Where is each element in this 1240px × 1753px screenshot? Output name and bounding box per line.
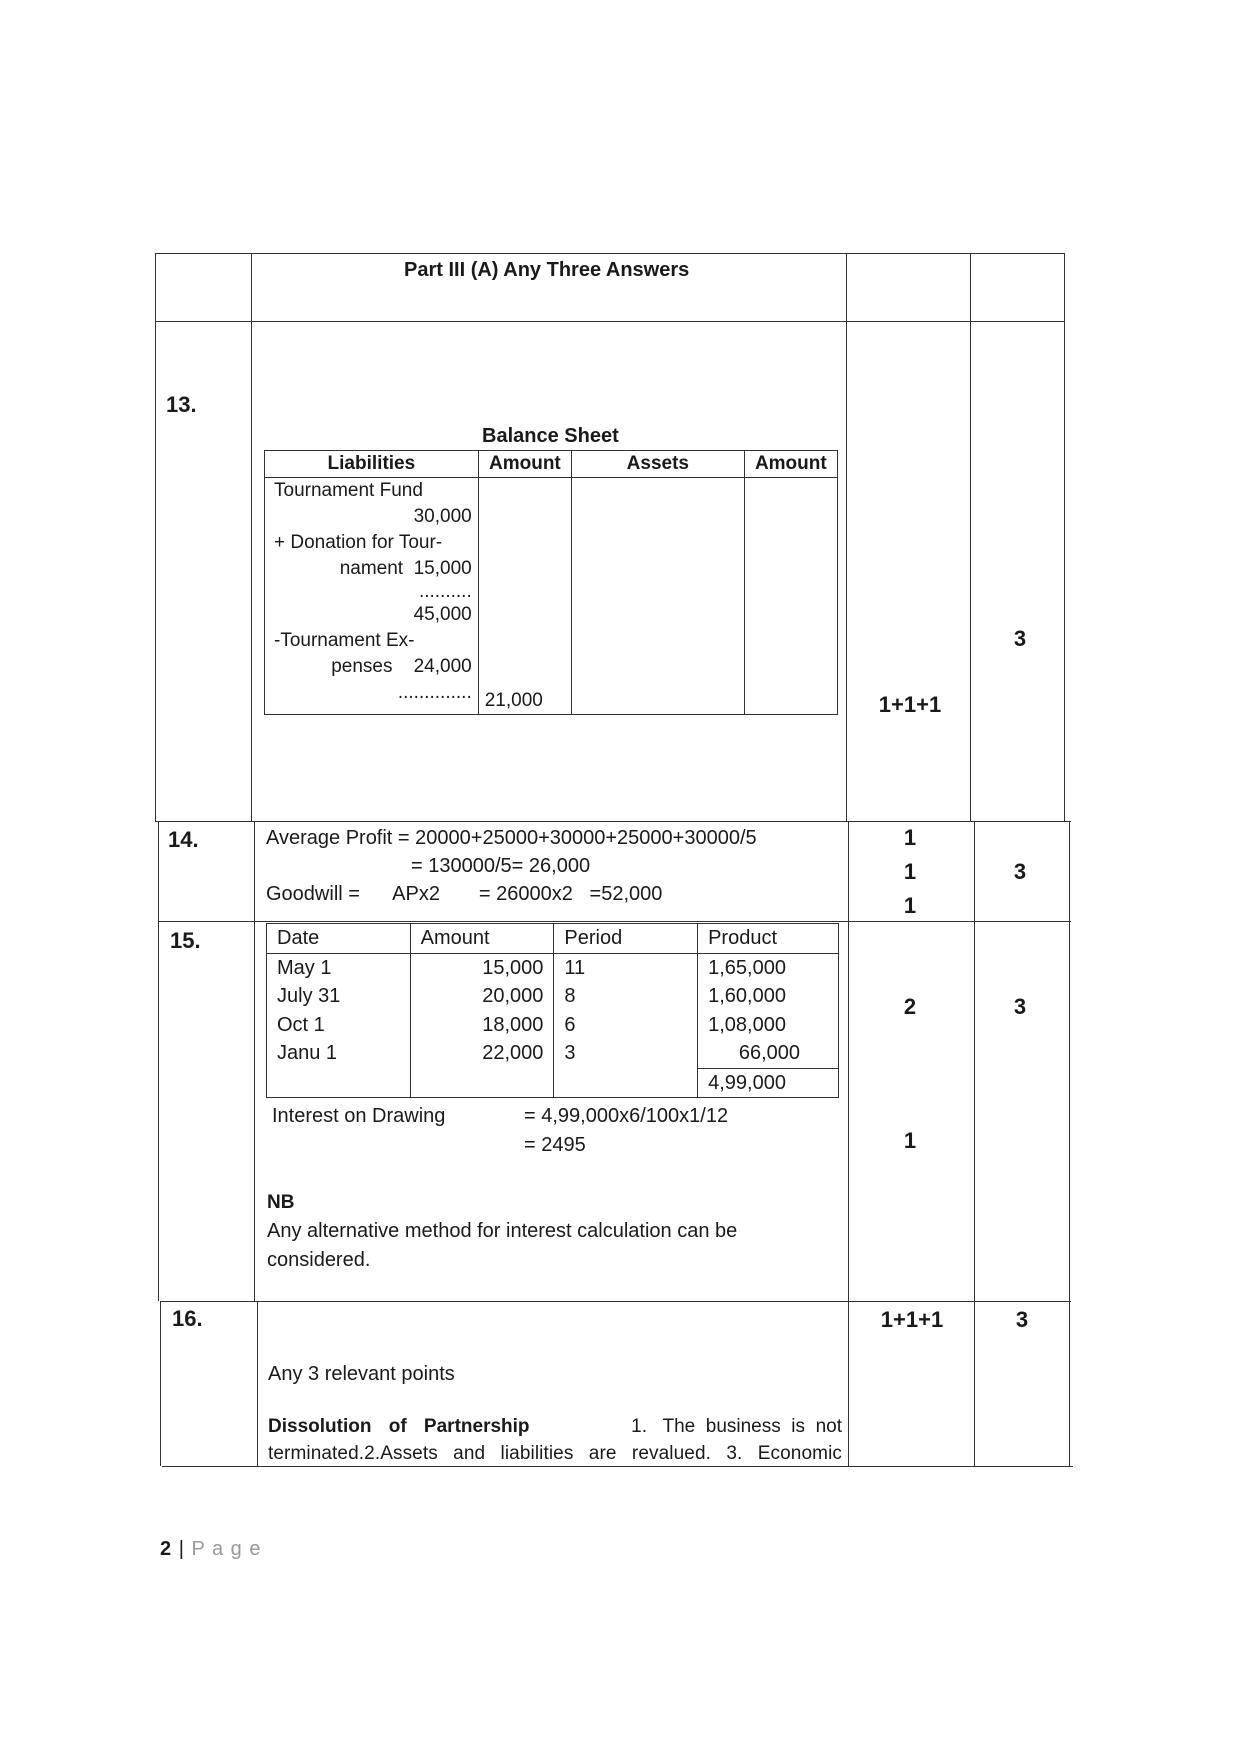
interest-product-table (266, 923, 839, 1098)
grid-col-divider (257, 1301, 258, 1466)
column-header: Period (554, 924, 698, 954)
column-header: Amount (410, 924, 554, 954)
liability-line: 45,000 (413, 604, 472, 625)
product-cell: 66,000 (698, 1039, 839, 1068)
total-marks: 3 (1013, 859, 1027, 884)
question-number: 16. (172, 1306, 203, 1331)
nb-label: NB (267, 1192, 295, 1213)
total-marks: 3 (1015, 1307, 1029, 1332)
grid-col-divider (160, 1301, 161, 1466)
question-number: 15. (170, 928, 201, 953)
interest-label: Interest on Drawing (272, 1105, 446, 1127)
mark: 1 (903, 859, 917, 884)
amount-cell: 18,000 (410, 1011, 554, 1040)
liability-line: .......... (418, 581, 472, 602)
interest-result: = 2495 (524, 1134, 586, 1156)
grid-row-divider (155, 821, 1071, 822)
column-header: Product (698, 924, 839, 954)
page-footer (160, 1537, 261, 1561)
product-cell: 1,08,000 (698, 1011, 839, 1040)
period-cell: 6 (554, 1011, 698, 1040)
product-cell: 1,60,000 (698, 982, 839, 1011)
liability-line: penses 24,000 (331, 656, 472, 677)
grid-col-divider (158, 821, 159, 1301)
amount-cell: 15,000 (410, 953, 554, 982)
amount-cell: 20,000 (410, 982, 554, 1011)
grid-col-divider (848, 821, 849, 1466)
amount-cell: 22,000 (410, 1039, 554, 1068)
date-cell: July 31 (267, 982, 411, 1011)
mark: 1 (903, 893, 917, 918)
nb-text: considered. (267, 1249, 371, 1271)
marks-split: 1+1+1 (880, 1307, 944, 1332)
period-cell: 3 (554, 1039, 698, 1068)
grid-row-divider (158, 921, 1071, 922)
question-number: 14. (168, 827, 199, 852)
amount-value: 21,000 (484, 690, 543, 711)
table-row (267, 953, 839, 982)
question-number: 13. (166, 392, 197, 417)
date-cell: Oct 1 (267, 1011, 411, 1040)
mark: 2 (903, 994, 917, 1019)
product-cell: 1,65,000 (698, 953, 839, 982)
page-label: P a g e (191, 1538, 262, 1560)
column-header: Liabilities (265, 451, 479, 478)
balance-sheet-table (264, 450, 838, 715)
grid-col-divider (974, 821, 975, 1466)
period-cell: 8 (554, 982, 698, 1011)
page-number: 2 (160, 1538, 172, 1560)
table-title: Balance Sheet (482, 425, 619, 447)
grid-row-divider (160, 1301, 1071, 1302)
interest-formula: = 4,99,000x6/100x1/12 (524, 1105, 729, 1127)
answer-text: 1. The business is not (631, 1416, 842, 1437)
answer-line: = 130000/5= 26,000 (411, 855, 591, 877)
column-header: Amount (744, 451, 837, 478)
mark: 1 (903, 825, 917, 850)
liability-line: -Tournament Ex- (274, 630, 415, 651)
total-marks: 3 (1013, 626, 1027, 651)
grid-col-divider (970, 253, 971, 821)
grid-col-divider (846, 253, 847, 821)
answer-line: terminated.2.Assets and liabilities are revalued. 3. Economic (268, 1443, 842, 1464)
liability-line: 30,000 (413, 506, 472, 527)
answer-intro: Any 3 relevant points (268, 1363, 455, 1385)
grid-col-divider (1069, 821, 1070, 1466)
total-marks: 3 (1013, 994, 1027, 1019)
liability-line: .............. (397, 682, 472, 703)
grid-top-border (155, 253, 1065, 254)
table-row (267, 1039, 839, 1068)
answer-line: Goodwill = APx2 = 26000x2 =52,000 (266, 883, 663, 905)
grid-col-divider (155, 253, 156, 821)
grid-col-divider (1064, 253, 1065, 821)
section-title: Part III (A) Any Three Answers (404, 259, 690, 281)
product-total: 4,99,000 (698, 1068, 839, 1098)
page-separator: | (178, 1538, 184, 1560)
date-cell: May 1 (267, 953, 411, 982)
grid-row-divider (155, 321, 1065, 322)
liability-line: Tournament Fund (274, 480, 423, 501)
marks-split: 1+1+1 (878, 692, 942, 717)
nb-text: Any alternative method for interest calculation can be (267, 1220, 738, 1242)
assets-cell (572, 478, 745, 715)
answer-line (268, 1414, 842, 1440)
amount-cell (744, 478, 837, 715)
grid-col-divider (254, 821, 255, 1301)
answer-heading: Dissolution of Partnership (268, 1416, 530, 1437)
column-header: Amount (478, 451, 571, 478)
table-row (267, 1011, 839, 1040)
date-cell: Janu 1 (267, 1039, 411, 1068)
period-cell: 11 (554, 953, 698, 982)
table-row (267, 982, 839, 1011)
column-header: Assets (572, 451, 745, 478)
liability-line: + Donation for Tour- (274, 532, 443, 553)
grid-col-divider (251, 253, 252, 821)
liability-line: nament 15,000 (339, 558, 472, 579)
mark: 1 (903, 1128, 917, 1153)
amount-cell (478, 478, 571, 715)
table-total-row (267, 1068, 839, 1098)
column-header: Date (267, 924, 411, 954)
answer-line: Average Profit = 20000+25000+30000+25000+30000/5 (266, 827, 757, 849)
liabilities-cell (265, 478, 479, 715)
